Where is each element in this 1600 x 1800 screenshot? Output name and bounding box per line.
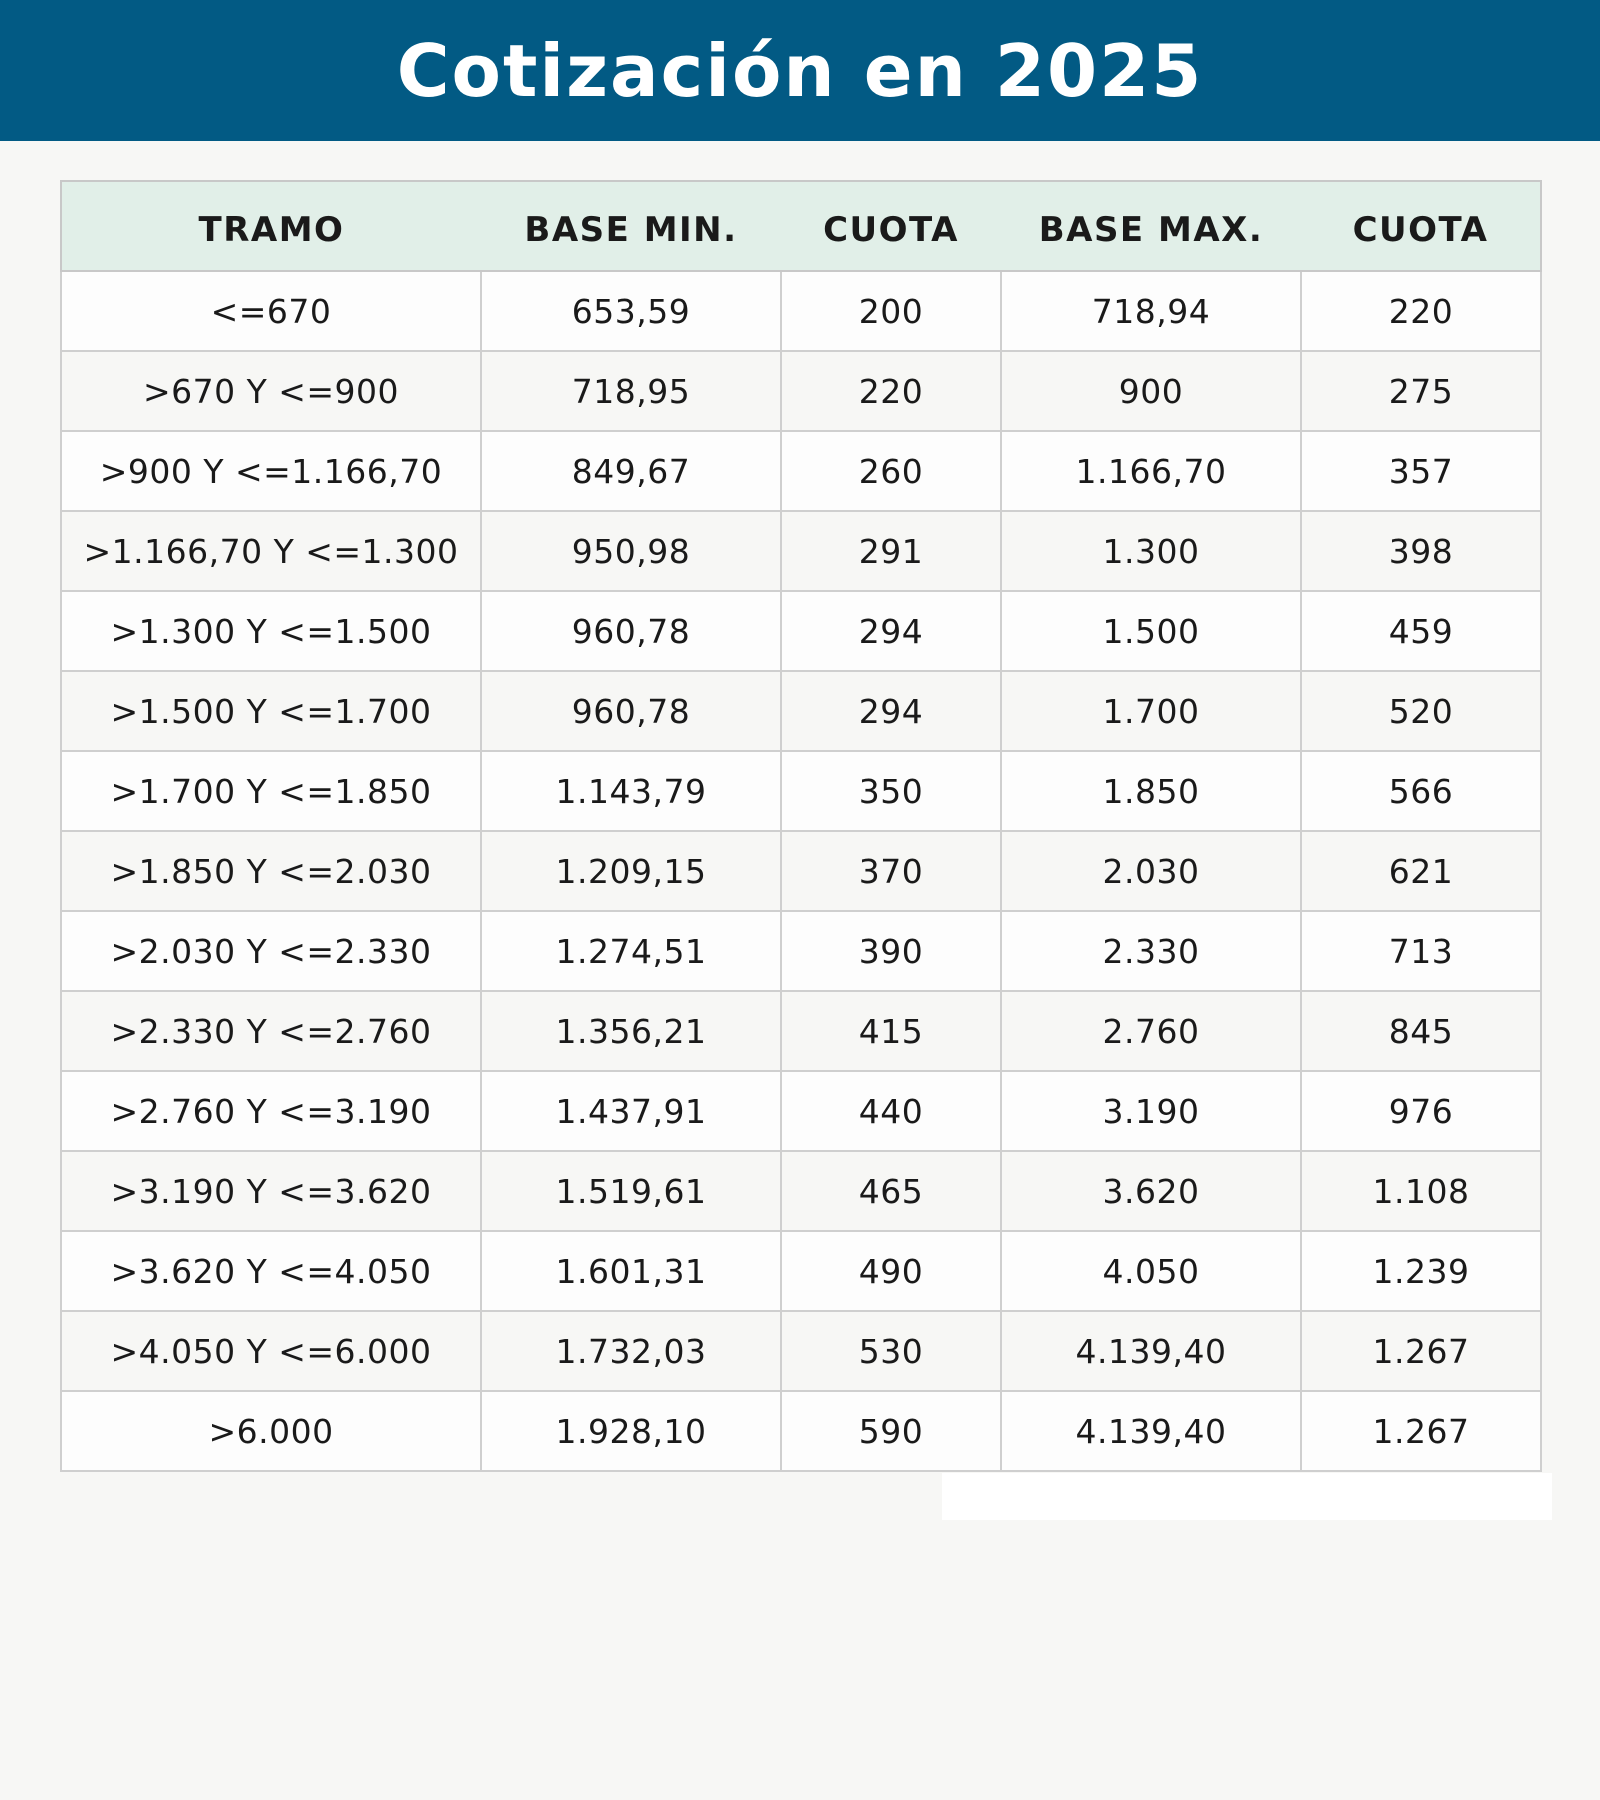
- table-row: [61, 751, 1541, 831]
- cell-cuota-min: 200: [781, 271, 1001, 351]
- cell-base-min: 849,67: [481, 431, 781, 511]
- cell-base-min: 1.274,51: [481, 911, 781, 991]
- cell-cuota-max: 566: [1301, 751, 1541, 831]
- cell-base-min: 1.732,03: [481, 1311, 781, 1391]
- header-base-max: BASE MAX.: [1001, 181, 1301, 271]
- cell-base-min: 1.356,21: [481, 991, 781, 1071]
- cell-base-min: 1.601,31: [481, 1231, 781, 1311]
- cell-cuota-max: 357: [1301, 431, 1541, 511]
- cell-tramo: >4.050 Y <=6.000: [61, 1311, 481, 1391]
- cell-cuota-min: 370: [781, 831, 1001, 911]
- header-band: [0, 0, 1600, 141]
- cell-base-max: 1.166,70: [1001, 431, 1301, 511]
- cell-cuota-max: 621: [1301, 831, 1541, 911]
- cell-cuota-max: 275: [1301, 351, 1541, 431]
- cell-cuota-min: 390: [781, 911, 1001, 991]
- table-row: [61, 671, 1541, 751]
- cell-base-min: 718,95: [481, 351, 781, 431]
- cell-base-max: 1.850: [1001, 751, 1301, 831]
- cell-base-min: 960,78: [481, 591, 781, 671]
- cell-cuota-max: 1.267: [1301, 1311, 1541, 1391]
- cell-base-max: 3.190: [1001, 1071, 1301, 1151]
- table-row: [61, 991, 1541, 1071]
- cell-cuota-min: 294: [781, 671, 1001, 751]
- cell-base-min: 1.519,61: [481, 1151, 781, 1231]
- table-row: [61, 591, 1541, 671]
- table-header: [61, 181, 1541, 271]
- cell-cuota-max: 398: [1301, 511, 1541, 591]
- cell-base-min: 653,59: [481, 271, 781, 351]
- cell-base-max: 1.700: [1001, 671, 1301, 751]
- page-title: Cotización en 2025: [396, 28, 1204, 113]
- cell-cuota-min: 465: [781, 1151, 1001, 1231]
- cell-base-min: 1.437,91: [481, 1071, 781, 1151]
- cell-base-min: 960,78: [481, 671, 781, 751]
- cell-cuota-min: 294: [781, 591, 1001, 671]
- table-row: [61, 1231, 1541, 1311]
- cell-tramo: >1.700 Y <=1.850: [61, 751, 481, 831]
- cell-tramo: >1.500 Y <=1.700: [61, 671, 481, 751]
- table-row: [61, 1391, 1541, 1471]
- blank-panel: [942, 1473, 1552, 1520]
- cell-tramo: >2.760 Y <=3.190: [61, 1071, 481, 1151]
- table-row: [61, 511, 1541, 591]
- cell-cuota-min: 220: [781, 351, 1001, 431]
- header-cuota-min: CUOTA: [781, 181, 1001, 271]
- cell-cuota-max: 845: [1301, 991, 1541, 1071]
- header-base-min: BASE MIN.: [481, 181, 781, 271]
- cell-base-min: 1.143,79: [481, 751, 781, 831]
- table-row: [61, 1151, 1541, 1231]
- cell-cuota-min: 350: [781, 751, 1001, 831]
- table-row: [61, 271, 1541, 351]
- cell-cuota-min: 490: [781, 1231, 1001, 1311]
- cell-base-min: 1.209,15: [481, 831, 781, 911]
- table-header-row: [61, 181, 1541, 271]
- table-body: [61, 271, 1541, 1471]
- cell-cuota-min: 530: [781, 1311, 1001, 1391]
- cell-tramo: >670 Y <=900: [61, 351, 481, 431]
- cell-cuota-max: 713: [1301, 911, 1541, 991]
- cell-tramo: >1.300 Y <=1.500: [61, 591, 481, 671]
- cell-base-min: 950,98: [481, 511, 781, 591]
- cell-tramo: >1.850 Y <=2.030: [61, 831, 481, 911]
- cell-base-max: 4.050: [1001, 1231, 1301, 1311]
- cell-cuota-max: 459: [1301, 591, 1541, 671]
- cell-cuota-max: 1.267: [1301, 1391, 1541, 1471]
- cell-base-min: 1.928,10: [481, 1391, 781, 1471]
- cell-base-max: 900: [1001, 351, 1301, 431]
- header-cuota-max: CUOTA: [1301, 181, 1541, 271]
- cell-cuota-min: 291: [781, 511, 1001, 591]
- cell-tramo: >900 Y <=1.166,70: [61, 431, 481, 511]
- cell-base-max: 1.500: [1001, 591, 1301, 671]
- table-row: [61, 431, 1541, 511]
- cell-base-max: 2.760: [1001, 991, 1301, 1071]
- cell-cuota-min: 415: [781, 991, 1001, 1071]
- cell-base-max: 4.139,40: [1001, 1311, 1301, 1391]
- cell-base-max: 4.139,40: [1001, 1391, 1301, 1471]
- cell-base-max: 2.030: [1001, 831, 1301, 911]
- table-row: [61, 831, 1541, 911]
- cell-tramo: >6.000: [61, 1391, 481, 1471]
- quota-table: [60, 180, 1542, 1472]
- quota-table-container: [60, 180, 1540, 1472]
- cell-cuota-min: 590: [781, 1391, 1001, 1471]
- cell-base-max: 1.300: [1001, 511, 1301, 591]
- cell-base-max: 3.620: [1001, 1151, 1301, 1231]
- cell-cuota-min: 440: [781, 1071, 1001, 1151]
- table-row: [61, 911, 1541, 991]
- cell-cuota-min: 260: [781, 431, 1001, 511]
- cell-cuota-max: 1.239: [1301, 1231, 1541, 1311]
- table-row: [61, 351, 1541, 431]
- cell-cuota-max: 520: [1301, 671, 1541, 751]
- table-row: [61, 1071, 1541, 1151]
- cell-tramo: <=670: [61, 271, 481, 351]
- table-row: [61, 1311, 1541, 1391]
- cell-tramo: >3.620 Y <=4.050: [61, 1231, 481, 1311]
- cell-tramo: >2.030 Y <=2.330: [61, 911, 481, 991]
- cell-tramo: >1.166,70 Y <=1.300: [61, 511, 481, 591]
- cell-cuota-max: 1.108: [1301, 1151, 1541, 1231]
- cell-base-max: 2.330: [1001, 911, 1301, 991]
- cell-tramo: >3.190 Y <=3.620: [61, 1151, 481, 1231]
- cell-cuota-max: 976: [1301, 1071, 1541, 1151]
- cell-base-max: 718,94: [1001, 271, 1301, 351]
- header-tramo: TRAMO: [61, 181, 481, 271]
- cell-cuota-max: 220: [1301, 271, 1541, 351]
- cell-tramo: >2.330 Y <=2.760: [61, 991, 481, 1071]
